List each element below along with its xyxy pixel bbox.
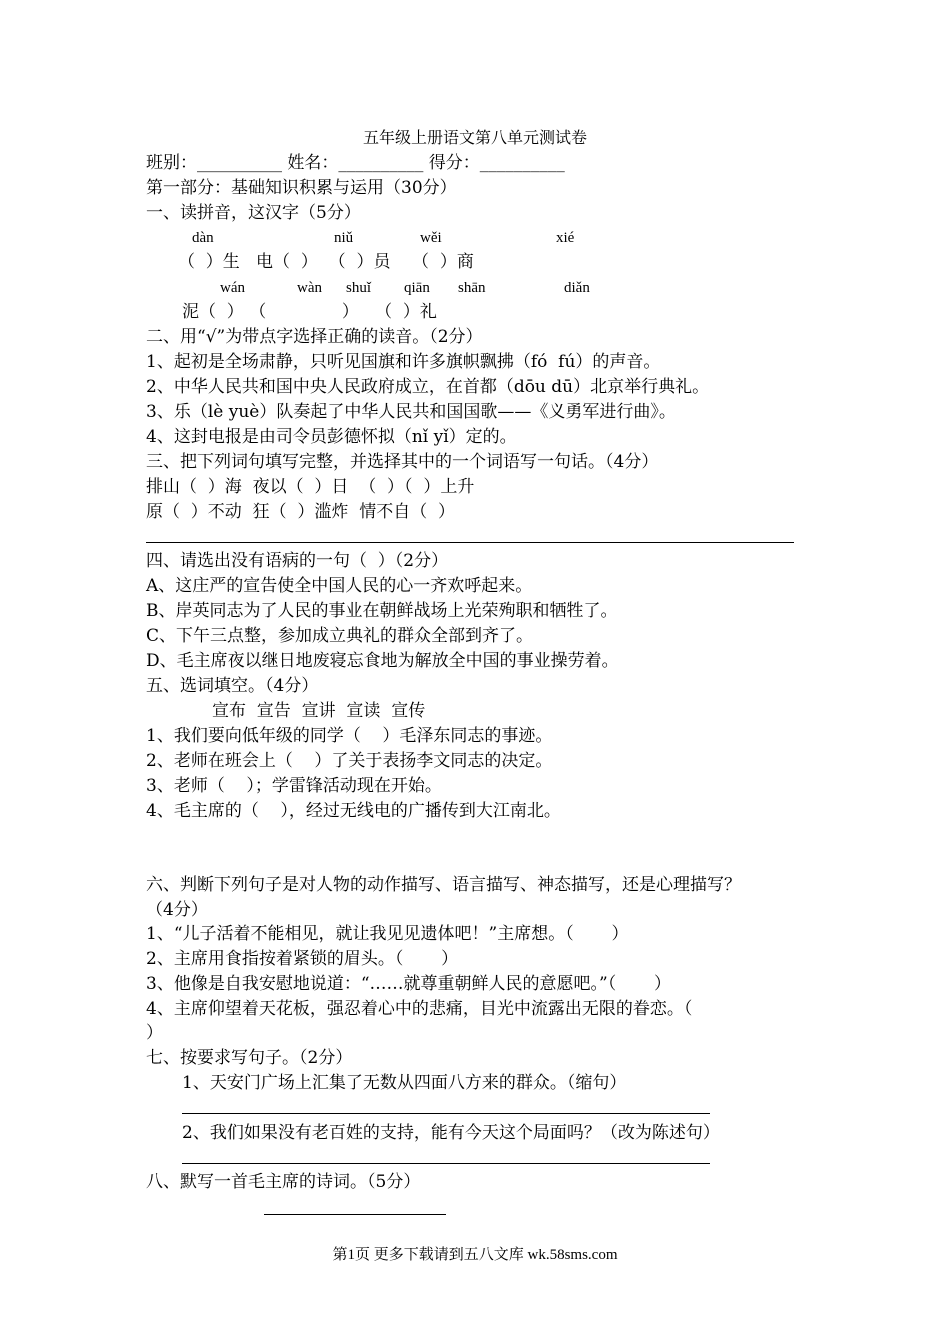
q1-heading: 一、读拼音，这汉字（5分） xyxy=(146,203,361,223)
q3-row2: 原（ ）不动 狂（ ）滥炸 情不自（ ） xyxy=(146,502,456,522)
q6-item: 3、他像是自我安慰地说道：“……就尊重朝鲜人民的意愿吧。”（ ） xyxy=(146,974,672,994)
q3-row1: 排山（ ）海 夜以（ ）日 （ ）（ ）上升 xyxy=(146,477,475,497)
q6-item: 4、主席仰望着天花板，强忍着心中的悲痛，目光中流露出无限的眷恋。（ xyxy=(146,999,693,1019)
q5-item: 3、老师（ ）；学雷锋活动现在开始。 xyxy=(146,776,442,796)
q4-heading: 四、请选出没有语病的一句（ ）（2分） xyxy=(146,551,449,571)
q2-item: 2、中华人民共和国中央人民政府成立，在首都（dōu dū）北京举行典礼。 xyxy=(146,377,710,397)
q4-option: D、毛主席夜以继日地废寝忘食地为解放全中国的事业操劳着。 xyxy=(146,651,619,671)
pinyin: dàn xyxy=(192,230,214,246)
pinyin: qiān xyxy=(404,280,430,296)
q4-option: C、下午三点整，参加成立典礼的群众全部到齐了。 xyxy=(146,626,534,646)
q6-item: 2、主席用食指按着紧锁的眉头。（ ） xyxy=(146,949,459,969)
q7-item: 2、我们如果没有老百姓的支持，能有今天这个局面吗？（改为陈述句） xyxy=(182,1123,720,1143)
q1-row2: 泥（ ） （ ） （ ）礼 xyxy=(182,302,437,322)
q8-heading: 八、默写一首毛主席的诗词。（5分） xyxy=(146,1172,421,1192)
answer-line[interactable] xyxy=(182,1163,710,1164)
q1-row1: （ ）生 电（ ） （ ）员 （ ）商 xyxy=(178,252,474,272)
q2-item: 1、起初是全场肃静，只听见国旗和许多旗帜飘拂（fó fú）的声音。 xyxy=(146,352,661,372)
q2-item: 3、乐（lè yuè）队奏起了中华人民共和国国歌——《义勇军进行曲》。 xyxy=(146,402,676,422)
page-footer: 第1页 更多下载请到五八文库 wk.58sms.com xyxy=(332,1247,618,1263)
answer-line[interactable] xyxy=(182,1113,710,1114)
q4-option: A、这庄严的宣告使全中国人民的心一齐欢呼起来。 xyxy=(146,576,533,596)
q2-item: 4、这封电报是由司令员彭德怀拟（nǐ yǐ）定的。 xyxy=(146,427,517,447)
pinyin: wàn xyxy=(297,280,322,296)
pinyin: niǔ xyxy=(334,230,354,246)
part1-heading: 第一部分：基础知识积累与运用（30分） xyxy=(146,178,457,198)
q6-item: 1、“儿子活着不能相见，就让我见见遗体吧！”主席想。（ ） xyxy=(146,924,629,944)
answer-line[interactable] xyxy=(146,542,794,543)
q5-item: 2、老师在班会上（ ）了关于表扬李文同志的决定。 xyxy=(146,751,553,771)
q6-heading-cont: （4分） xyxy=(146,900,208,920)
pinyin: shān xyxy=(458,280,486,296)
q5-item: 1、我们要向低年级的同学（ ）毛泽东同志的事迹。 xyxy=(146,726,553,746)
q6-item-cont: ） xyxy=(146,1023,163,1043)
pinyin: diǎn xyxy=(564,280,590,296)
q5-item: 4、毛主席的（ ），经过无线电的广播传到大江南北。 xyxy=(146,801,561,821)
q5-word-bank: 宣布 宣告 宣讲 宣读 宣传 xyxy=(212,701,426,721)
pinyin: wěi xyxy=(420,230,442,246)
q6-heading: 六、判断下列句子是对人物的动作描写、语言描写、神态描写，还是心理描写？ xyxy=(146,875,741,895)
pinyin: wán xyxy=(220,280,245,296)
page-title: 五年级上册语文第八单元测试卷 xyxy=(362,128,587,147)
pinyin: xié xyxy=(556,230,575,246)
answer-line[interactable] xyxy=(264,1214,446,1215)
pinyin: shuǐ xyxy=(346,280,372,296)
q3-heading: 三、把下列词句填写完整，并选择其中的一个词语写一句话。（4分） xyxy=(146,452,659,472)
q7-heading: 七、按要求写句子。（2分） xyxy=(146,1048,353,1068)
q2-heading: 二、用“√”为带点字选择正确的读音。（2分） xyxy=(146,327,483,347)
student-info-line: 班别：__________ 姓名：__________ 得分：__________ xyxy=(146,153,565,173)
q7-item: 1、天安门广场上汇集了无数从四面八方来的群众。（缩句） xyxy=(182,1073,627,1093)
q5-heading: 五、选词填空。（4分） xyxy=(146,676,319,696)
q4-option: B、岸英同志为了人民的事业在朝鲜战场上光荣殉职和牺牲了。 xyxy=(146,601,618,621)
